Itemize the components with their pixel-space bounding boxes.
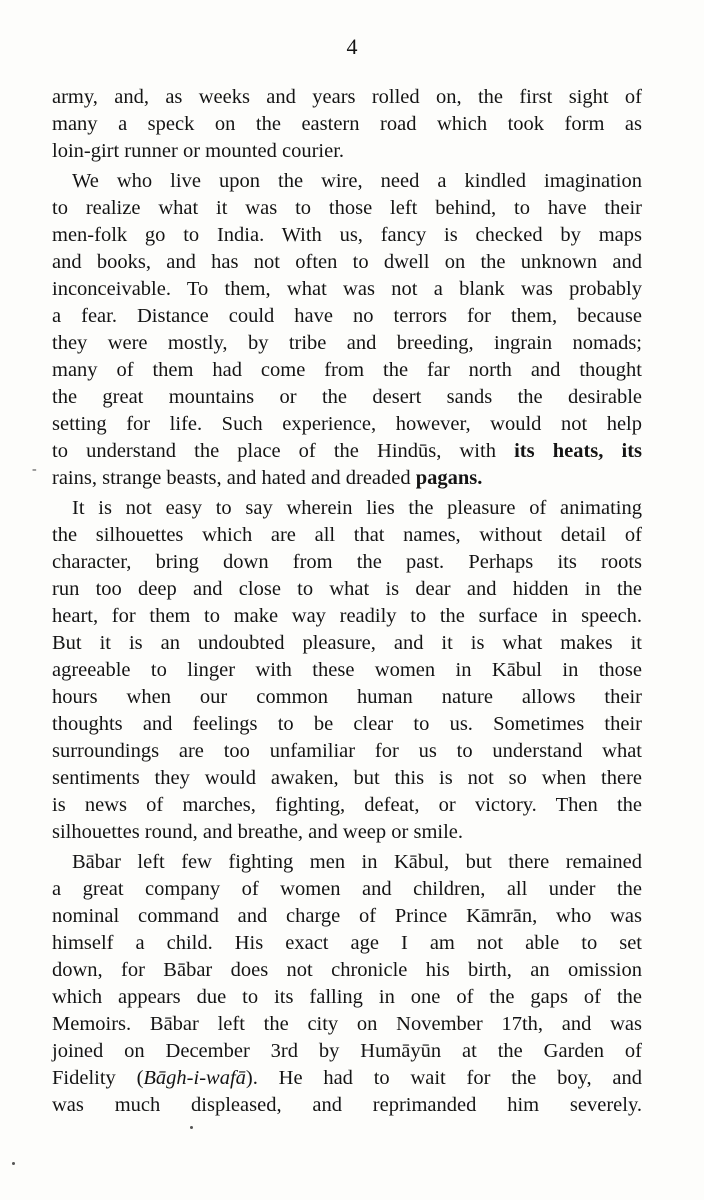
text-line: surroundings are too unfamiliar for us to understand what xyxy=(52,740,642,762)
text-line: many of them had come from the far north and thought xyxy=(52,359,642,381)
page-number: 4 xyxy=(346,34,358,59)
text-line: loin-girt runner or mounted courier. xyxy=(52,140,345,162)
stray-mark xyxy=(12,1162,15,1165)
text-line: which appears due to its falling in one of the gaps of the xyxy=(52,986,642,1008)
text-line: army, and, as weeks and years rolled on, the first sight of xyxy=(52,86,642,108)
text-line: run too deep and close to what is dear and hidden in the xyxy=(52,578,642,600)
text-line: a great company of women and children, all under the xyxy=(52,878,642,900)
bold-phrase: pagans. xyxy=(415,467,483,489)
text-line: men-folk go to India. With us, fancy is checked by maps xyxy=(52,224,642,246)
text-segment: Fidelity ( xyxy=(52,1067,144,1089)
text-line: down, for Bābar does not chronicle his birth, an omission xyxy=(52,959,642,981)
text-line: to realize what it was to those left behind, to have their xyxy=(52,197,642,219)
stray-mark xyxy=(190,1126,193,1129)
paragraph-3 xyxy=(52,495,642,846)
text-segment: ). He had to wait for the boy, and xyxy=(245,1067,642,1089)
italic-phrase: Bāgh-i-wafā xyxy=(143,1067,246,1089)
text-line: nominal command and charge of Prince Kāmrān, who was xyxy=(52,905,642,927)
text-line: Bābar left few fighting men in Kābul, but there remained xyxy=(72,851,642,873)
text-line: heart, for them to make way readily to the surface in speech. xyxy=(52,605,642,627)
text-line: We who live upon the wire, need a kindled imagination xyxy=(72,170,642,192)
text-line: many a speck on the eastern road which took form as xyxy=(52,113,642,135)
text-line: sentiments they would awaken, but this is not so when there xyxy=(52,767,642,789)
text-line: joined on December 3rd by Humāyūn at the Garden of xyxy=(52,1040,642,1062)
text-line-mixed xyxy=(52,438,642,465)
text-line: silhouettes round, and breathe, and weep or smile. xyxy=(52,821,464,843)
text-line: setting for life. Such experience, however, would not help xyxy=(52,413,642,435)
text-segment: to understand the place of the Hindūs, with xyxy=(52,440,496,462)
paragraph-4 xyxy=(52,849,642,1119)
text-line-mixed xyxy=(52,1065,642,1092)
margin-mark: - xyxy=(32,462,37,477)
text-line: inconceivable. To them, what was not a blank was probably xyxy=(52,278,642,300)
text-line: a fear. Distance could have no terrors for them, because xyxy=(52,305,642,327)
text-line: hours when our common human nature allows their xyxy=(52,686,642,708)
text-line: agreeable to linger with these women in Kābul in those xyxy=(52,659,642,681)
paragraph-1 xyxy=(52,84,642,165)
text-line: the great mountains or the desert sands the desirable xyxy=(52,386,642,408)
text-line: Memoirs. Bābar left the city on November 17th, and was xyxy=(52,1013,642,1035)
text-line: thoughts and feelings to be clear to us. Sometimes their xyxy=(52,713,642,735)
text-line: character, bring down from the past. Perhaps its roots xyxy=(52,551,642,573)
paragraph-2 xyxy=(52,168,642,492)
text-line: It is not easy to say wherein lies the pleasure of animating xyxy=(72,497,642,519)
bold-phrase: its heats, its xyxy=(514,440,642,462)
text-line: himself a child. His exact age I am not able to set xyxy=(52,932,642,954)
body-text xyxy=(52,84,642,1122)
text-line: was much displeased, and reprimanded him severely. xyxy=(52,1094,642,1116)
text-segment: rains, strange beasts, and hated and dreaded xyxy=(52,467,411,489)
text-line: But it is an undoubted pleasure, and it is what makes it xyxy=(52,632,642,654)
text-line: they were mostly, by tribe and breeding, ingrain nomads; xyxy=(52,332,642,354)
text-line-mixed xyxy=(52,465,642,492)
text-line: the silhouettes which are all that names, without detail of xyxy=(52,524,642,546)
text-line: is news of marches, fighting, defeat, or victory. Then the xyxy=(52,794,642,816)
text-line: and books, and has not often to dwell on the unknown and xyxy=(52,251,642,273)
